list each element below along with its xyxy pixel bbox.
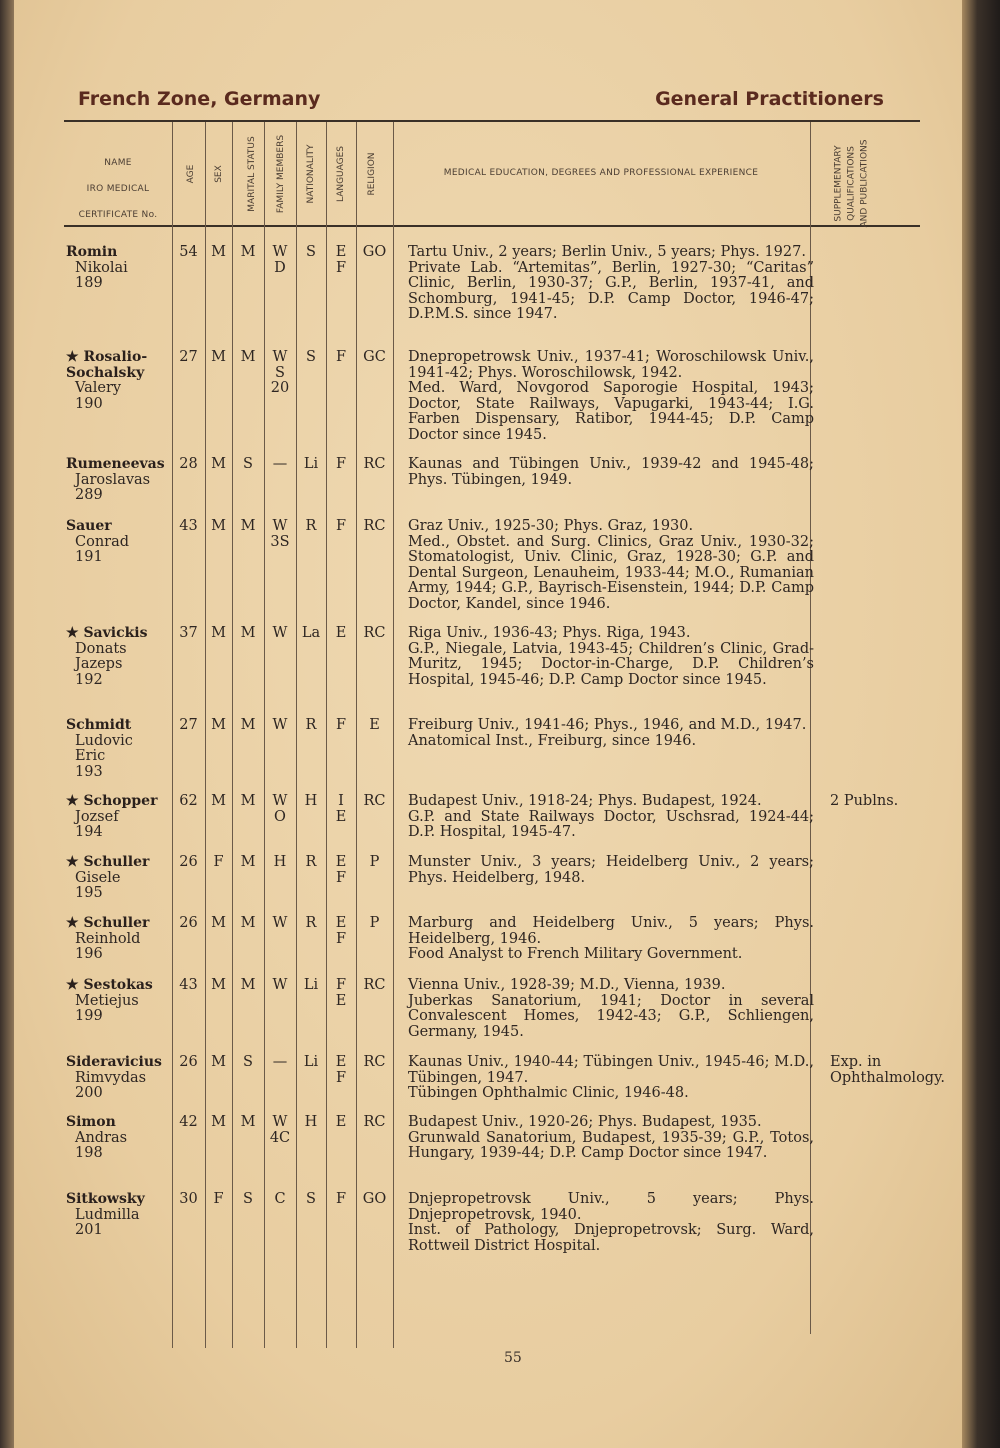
star-icon: ★ <box>66 977 79 993</box>
marital-cell: M <box>240 793 256 809</box>
star-icon: ★ <box>66 915 79 931</box>
religion-cell: RC <box>363 456 386 472</box>
page-edge <box>962 0 1000 1448</box>
education-cell <box>408 519 814 613</box>
education-paragraph: Anatomical Inst., Freiburg, since 1946. <box>408 732 697 749</box>
surname <box>66 1115 186 1131</box>
languages-cell: E F <box>335 915 347 947</box>
column-divider <box>264 122 265 1348</box>
col-sex: SEX <box>214 165 224 183</box>
education-paragraph: Dnjepropetrovsk Univ., 5 years; Phys. Dnjepropetrovsk, 1940. <box>408 1191 814 1223</box>
surname-text: Schuller <box>83 854 150 870</box>
nationality-cell: S <box>306 349 316 365</box>
col-religion: RELIGION <box>367 152 377 196</box>
education-cell <box>408 718 814 749</box>
education-cell <box>408 978 814 1040</box>
surname-text: Rumeneevas <box>66 456 165 472</box>
religion-cell: E <box>369 717 380 733</box>
religion-cell: GO <box>362 244 387 260</box>
marital-cell: M <box>240 349 256 365</box>
star-icon: ★ <box>66 793 79 809</box>
education-paragraph: G.P. and State Railways Doctor, Uschsrad, 1924-44; D.P. Hospital, 1945-47. <box>408 808 814 841</box>
languages-cell: E <box>335 625 347 641</box>
surname-text: Romin <box>66 244 118 260</box>
column-divider <box>205 122 206 1348</box>
languages-cell: F <box>335 456 347 472</box>
surname <box>66 519 186 535</box>
name-cell <box>66 916 186 963</box>
marital-cell: M <box>240 915 256 931</box>
education-paragraph: G.P., Niegale, Latvia, 1943-45; Children’s Clinic, Grad-Muritz, 1945; Doctor-in-Charge, D.P. Children’s Hospital, 1945-46; D.P. Camp Doctor since 1945. <box>408 640 814 688</box>
languages-cell: F <box>335 518 347 534</box>
education-paragraph: Marburg and Heidelberg Univ., 5 years; Phys. Heidelberg, 1946. <box>408 915 814 947</box>
religion-cell: GO <box>362 1191 387 1207</box>
certificate-number: 189 <box>75 275 103 292</box>
given-name: Donats <box>75 640 127 657</box>
certificate-number: 191 <box>75 549 103 566</box>
given-name: Gisele <box>75 869 121 886</box>
given-name: Andras <box>75 1129 128 1146</box>
marital-cell: M <box>240 1114 256 1130</box>
education-paragraph: Tübingen Ophthalmic Clinic, 1946-48. <box>408 1085 689 1102</box>
star-icon: ★ <box>66 854 79 870</box>
surname-text: Sideravicius <box>66 1054 162 1070</box>
name-cell <box>66 457 186 504</box>
column-divider <box>296 122 297 1348</box>
col-supp-3: AND PUBLICATIONS <box>859 139 870 228</box>
religion-cell: RC <box>363 1114 386 1130</box>
family-cell: W <box>272 977 288 993</box>
name-cell <box>66 519 186 566</box>
surname-text: Savickis <box>83 625 148 641</box>
given-name: Reinhold <box>75 930 141 947</box>
sex-cell: F <box>213 854 224 870</box>
marital-cell: S <box>243 456 253 472</box>
sex-cell: M <box>211 977 226 993</box>
education-cell <box>408 457 814 488</box>
nationality-cell: R <box>305 915 317 931</box>
sex-cell: M <box>211 793 226 809</box>
given-name: Rimvydas <box>75 1069 147 1086</box>
name-cell <box>66 794 186 841</box>
languages-cell: E F <box>335 854 347 886</box>
certificate-number: 193 <box>75 763 103 780</box>
education-cell <box>408 1192 814 1254</box>
surname <box>66 794 186 810</box>
surname <box>66 1192 186 1208</box>
age-cell: 26 <box>179 854 198 870</box>
col-cert: CERTIFICATE No. <box>78 210 158 220</box>
family-cell: W D <box>272 244 288 276</box>
surname-text: Rosalio-Sochalsky <box>66 349 148 381</box>
education-cell <box>408 350 814 444</box>
col-age: AGE <box>186 164 196 184</box>
family-cell: H <box>273 854 287 870</box>
languages-cell: F <box>335 349 347 365</box>
sex-cell: M <box>211 518 226 534</box>
education-paragraph: Munster Univ., 3 years; Heidelberg Univ., 2 years; Phys. Heidelberg, 1948. <box>408 854 814 886</box>
certificate-number: 196 <box>75 946 103 963</box>
family-cell: — <box>272 1054 288 1070</box>
nationality-cell: S <box>306 1191 316 1207</box>
education-paragraph: Inst. of Pathology, Dnjepropetrovsk; Surg. Ward, Rottweil District Hospital. <box>408 1222 814 1254</box>
column-divider <box>232 122 233 1348</box>
col-supplementary <box>833 129 872 239</box>
supplementary-cell: 2 Publns. <box>830 793 899 809</box>
column-divider <box>356 122 357 1348</box>
column-divider <box>393 122 394 1348</box>
age-cell: 30 <box>179 1191 198 1207</box>
nationality-cell: La <box>301 625 321 641</box>
nationality-cell: R <box>305 518 317 534</box>
age-cell: 27 <box>179 349 198 365</box>
marital-cell: M <box>240 518 256 534</box>
education-paragraph: Juberkas Sanatorium, 1941; Doctor in several Convalescent Homes, 1942-43; G.P., Schliengen, Germany, 1945. <box>408 992 814 1040</box>
surname-text: Sestokas <box>83 977 153 993</box>
name-cell <box>66 855 186 902</box>
languages-cell: F E <box>335 977 347 1009</box>
family-cell: W <box>272 625 288 641</box>
surname <box>66 626 186 642</box>
given-name: Conrad <box>75 533 130 550</box>
religion-cell: RC <box>363 793 386 809</box>
age-cell: 28 <box>179 456 198 472</box>
nationality-cell: Li <box>303 456 319 472</box>
certificate-number: 289 <box>75 487 103 504</box>
sex-cell: M <box>211 915 226 931</box>
header-bottom-rule <box>64 225 920 227</box>
col-iro: IRO MEDICAL <box>86 184 150 194</box>
marital-cell: M <box>240 244 256 260</box>
certificate-number: 201 <box>75 1222 103 1239</box>
document-page <box>14 0 966 1448</box>
col-supp-1: SUPPLEMENTARY <box>833 145 844 222</box>
education-paragraph: Budapest Univ., 1918-24; Phys. Budapest, 1924. <box>408 793 762 809</box>
education-paragraph: Med., Obstet. and Surg. Clinics, Graz Univ., 1930-32; Stomatologist, Univ. Clinic, Graz, 1928-30; G.P. and Dental Surgeon, Lenauheim, 1933-44; M.O., Rumanian Army, 1944; G.P., Bayrisch-Eisenstein, 1944; D.P. Camp Doctor, Kandel, since 1946. <box>408 533 814 612</box>
surname-text: Sitkowsky <box>66 1191 145 1207</box>
family-cell: W S 20 <box>270 349 290 397</box>
religion-cell: GC <box>363 349 386 365</box>
education-paragraph: Med. Ward, Novgorod Saporogie Hospital, 1943; Doctor, State Railways, Vapugarki, 1943-44; I.G. Farben Dispensary, Ratibor, 1944-45; D.P. Camp Doctor since 1945. <box>408 380 814 443</box>
education-paragraph: Private Lab. “Artemitas”, Berlin, 1927-30; “Caritas” Clinic, Berlin, 1930-37; G.P., Berlin, 1937-41, and Schomburg, 1941-45; D.P. Camp Doctor, 1946-47; D.P.M.S. since 1947. <box>408 259 814 323</box>
given-name: Nikolai <box>75 259 128 276</box>
col-marital: MARITAL STATUS <box>247 136 257 212</box>
age-cell: 27 <box>179 717 198 733</box>
languages-cell: I E <box>335 793 347 825</box>
education-paragraph: Graz Univ., 1925-30; Phys. Graz, 1930. <box>408 518 694 534</box>
education-cell <box>408 1055 814 1102</box>
sex-cell: M <box>211 349 226 365</box>
surname-text: Schmidt <box>66 717 132 733</box>
col-name: NAME <box>104 158 132 168</box>
age-cell: 54 <box>179 244 198 260</box>
education-cell <box>408 245 814 323</box>
religion-cell: RC <box>363 518 386 534</box>
marital-cell: M <box>240 854 256 870</box>
given-name: Ludovic <box>75 732 133 749</box>
surname <box>66 916 186 932</box>
surname <box>66 855 186 871</box>
marital-cell: M <box>240 625 256 641</box>
age-cell: 42 <box>179 1114 198 1130</box>
col-nationality: NATIONALITY <box>306 144 316 204</box>
education-cell <box>408 1115 814 1162</box>
languages-cell: F <box>335 1191 347 1207</box>
certificate-number: 199 <box>75 1008 103 1025</box>
sex-cell: F <box>213 1191 224 1207</box>
age-cell: 43 <box>179 977 198 993</box>
education-paragraph: Budapest Univ., 1920-26; Phys. Budapest, 1935. <box>408 1114 762 1130</box>
name-cell <box>66 1055 186 1102</box>
col-education: MEDICAL EDUCATION, DEGREES AND PROFESSIONAL EXPERIENCE <box>443 168 759 178</box>
education-paragraph: Freiburg Univ., 1941-46; Phys., 1946, and M.D., 1947. <box>408 717 807 733</box>
given-name: Jozsef <box>75 808 119 825</box>
given-name: Jaroslavas <box>75 471 151 488</box>
certificate-number: 192 <box>75 671 103 688</box>
given-name: Jazeps <box>75 656 123 673</box>
name-cell <box>66 626 186 688</box>
certificate-number: 190 <box>75 395 103 412</box>
zone-heading: French Zone, Germany <box>78 88 321 110</box>
nationality-cell: H <box>304 1114 318 1130</box>
religion-cell: P <box>369 915 380 931</box>
surname <box>66 1055 186 1071</box>
family-cell: W <box>272 915 288 931</box>
certificate-number: 194 <box>75 824 103 841</box>
nationality-cell: Li <box>303 977 319 993</box>
education-paragraph: Riga Univ., 1936-43; Phys. Riga, 1943. <box>408 625 691 641</box>
top-rule <box>64 120 920 122</box>
col-family: FAMILY MEMBERS <box>276 134 286 214</box>
col-languages: LANGUAGES <box>336 145 346 203</box>
education-cell <box>408 794 814 841</box>
surname-text: Simon <box>66 1114 116 1130</box>
age-cell: 26 <box>179 915 198 931</box>
age-cell: 37 <box>179 625 198 641</box>
name-cell <box>66 1192 186 1239</box>
sex-cell: M <box>211 244 226 260</box>
name-cell <box>66 1115 186 1162</box>
education-paragraph: Tartu Univ., 2 years; Berlin Univ., 5 years; Phys. 1927. <box>408 244 806 260</box>
education-cell <box>408 855 814 886</box>
surname-text: Schuller <box>83 915 150 931</box>
nationality-cell: Li <box>303 1054 319 1070</box>
name-cell <box>66 245 186 292</box>
religion-cell: P <box>369 854 380 870</box>
education-paragraph: Dnepropetrowsk Univ., 1937-41; Woroschilowsk Univ., 1941-42; Phys. Woroschilowsk, 1942. <box>408 349 814 381</box>
education-cell <box>408 916 814 963</box>
name-cell <box>66 350 186 412</box>
family-cell: W 3S <box>270 518 290 550</box>
languages-cell: E <box>335 1114 347 1130</box>
age-cell: 26 <box>179 1054 198 1070</box>
family-cell: — <box>272 456 288 472</box>
name-cell <box>66 718 186 780</box>
religion-cell: RC <box>363 1054 386 1070</box>
certificate-number: 198 <box>75 1145 103 1162</box>
education-paragraph: Kaunas Univ., 1940-44; Tübingen Univ., 1945-46; M.D., Tübingen, 1947. <box>408 1054 814 1086</box>
given-name: Valery <box>75 380 122 397</box>
marital-cell: S <box>243 1191 253 1207</box>
sex-cell: M <box>211 1054 226 1070</box>
surname-text: Schopper <box>83 793 158 809</box>
sex-cell: M <box>211 717 226 733</box>
family-cell: W <box>272 717 288 733</box>
star-icon: ★ <box>66 625 79 641</box>
column-divider <box>326 122 327 1348</box>
marital-cell: M <box>240 717 256 733</box>
page-number: 55 <box>504 1350 522 1366</box>
given-name: Ludmilla <box>75 1206 140 1223</box>
surname <box>66 350 186 381</box>
nationality-cell: R <box>305 717 317 733</box>
family-cell: W O <box>272 793 288 825</box>
certificate-number: 200 <box>75 1085 103 1102</box>
religion-cell: RC <box>363 625 386 641</box>
surname <box>66 457 186 473</box>
languages-cell: E F <box>335 1054 347 1086</box>
age-cell: 43 <box>179 518 198 534</box>
marital-cell: M <box>240 977 256 993</box>
surname <box>66 245 186 261</box>
sex-cell: M <box>211 456 226 472</box>
given-name: Eric <box>75 748 106 765</box>
surname-text: Sauer <box>66 518 112 534</box>
education-paragraph: Kaunas and Tübingen Univ., 1939-42 and 1945-48; Phys. Tübingen, 1949. <box>408 456 814 488</box>
supplementary-cell: Exp. in Ophthalmology. <box>830 1054 945 1086</box>
education-paragraph: Food Analyst to French Military Government. <box>408 946 743 963</box>
religion-cell: RC <box>363 977 386 993</box>
education-cell <box>408 626 814 688</box>
family-cell: W 4C <box>269 1114 291 1146</box>
sex-cell: M <box>211 1114 226 1130</box>
star-icon: ★ <box>66 349 79 365</box>
section-heading: General Practitioners <box>655 88 884 110</box>
age-cell: 62 <box>179 793 198 809</box>
name-cell <box>66 978 186 1025</box>
nationality-cell: S <box>306 244 316 260</box>
education-paragraph: Grunwald Sanatorium, Budapest, 1935-39; G.P., Totos, Hungary, 1939-44; D.P. Camp Doctor since 1947. <box>408 1129 814 1162</box>
surname <box>66 718 186 734</box>
family-cell: C <box>274 1191 286 1207</box>
given-name: Metiejus <box>75 992 139 1009</box>
languages-cell: F <box>335 717 347 733</box>
languages-cell: E F <box>335 244 347 276</box>
marital-cell: S <box>243 1054 253 1070</box>
nationality-cell: H <box>304 793 318 809</box>
col-supp-2: QUALIFICATIONS <box>846 146 857 221</box>
nationality-cell: R <box>305 854 317 870</box>
education-paragraph: Vienna Univ., 1928-39; M.D., Vienna, 1939. <box>408 977 726 993</box>
certificate-number: 195 <box>75 885 103 902</box>
surname <box>66 978 186 994</box>
sex-cell: M <box>211 625 226 641</box>
